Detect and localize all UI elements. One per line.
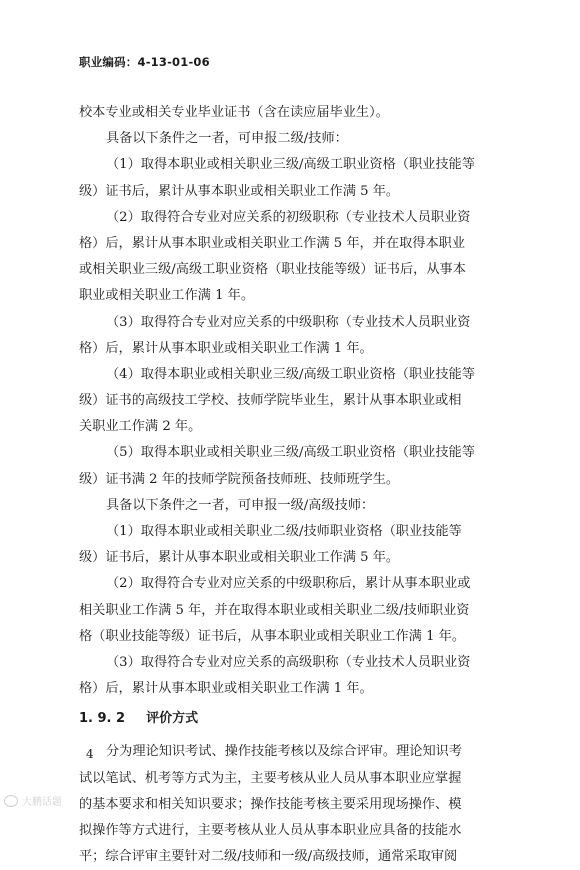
text-line: 格）后，累计从事本职业或相关职业工作满 1 年。 <box>79 681 373 697</box>
text-line: 平；综合评审主要针对二级/技师和一级/高级技师，通常采取审阅 <box>79 849 458 865</box>
text-line: （1）取得本职业或相关职业三级/高级工职业资格（职业技能等 <box>106 157 475 173</box>
evaluation-method-text <box>79 739 503 870</box>
section-title: 评价方式 <box>146 711 199 727</box>
text-line: 或相关职业三级/高级工职业资格（职业技能等级）证书后，从事本 <box>79 262 466 278</box>
text-line: 拟操作等方式进行，主要考核从业人员从事本职业应具备的技能水 <box>79 822 462 838</box>
text-line: 格（职业技能等级）证书后，从事本职业或相关职业工作满 1 年。 <box>79 628 466 644</box>
text-line: 职业或相关职业工作满 1 年。 <box>79 288 255 304</box>
text-line: （3）取得符合专业对应关系的中级职称（专业技术人员职业资 <box>106 314 471 330</box>
text-line: （5）取得本职业或相关职业三级/高级工职业资格（职业技能等 <box>106 445 475 461</box>
text-line: 格）后，累计从事本职业或相关职业工作满 1 年。 <box>79 340 373 356</box>
text-line: 具备以下条件之一者，可申报二级/技师： <box>106 131 348 147</box>
text-line: 级）证书满 2 年的技师学院预备技师班、技师班学生。 <box>79 471 400 487</box>
document-body <box>79 100 503 870</box>
watermark-logo-icon <box>4 795 18 807</box>
section-heading <box>79 707 503 731</box>
text-line: 格）后，累计从事本职业或相关职业工作满 5 年，并在取得本职业 <box>79 235 466 251</box>
text-line: 的基本要求和相关知识要求；操作技能考核主要采用现场操作、模 <box>79 796 462 812</box>
text-line: （2）取得符合专业对应关系的初级职称（专业技术人员职业资 <box>106 209 471 225</box>
text-line: 分为理论知识考试、操作技能考核以及综合评审。理论知识考 <box>106 744 463 760</box>
text-line: 试以笔试、机考等方式为主，主要考核从业人员从事本职业应掌握 <box>79 770 462 786</box>
page-number: 4 <box>86 747 94 761</box>
text-line: 级）证书后，累计从事本职业或相关职业工作满 5 年。 <box>79 550 400 566</box>
text-line: 级）证书的高级技工学校、技师学院毕业生，累计从事本职业或相 <box>79 393 462 409</box>
requirements-text <box>79 100 503 702</box>
text-line: 级）证书后，累计从事本职业或相关职业工作满 5 年。 <box>79 183 400 199</box>
section-number: 1. 9. 2 <box>79 711 126 727</box>
text-line: 相关职业工作满 5 年，并在取得本职业或相关职业二级/技师职业资 <box>79 602 470 618</box>
text-line: （2）取得符合专业对应关系的中级职称后，累计从事本职业或 <box>106 576 471 592</box>
page-header-code: 职业编码：4-13-01-06 <box>79 55 210 69</box>
text-line: （4）取得本职业或相关职业三级/高级工职业资格（职业技能等 <box>106 366 475 382</box>
watermark <box>4 793 62 808</box>
text-line: 校本专业或相关专业毕业证书（含在读应届毕业生）。 <box>79 105 389 120</box>
text-line: （3）取得符合专业对应关系的高级职称（专业技术人员职业资 <box>106 654 471 670</box>
text-line: 关职业工作满 2 年。 <box>79 419 202 435</box>
text-line: 具备以下条件之一者，可申报一级/高级技师： <box>106 497 375 513</box>
watermark-text: 大鹏话题 <box>22 797 62 808</box>
text-line: （1）取得本职业或相关职业二级/技师职业资格（职业技能等 <box>106 524 462 539</box>
